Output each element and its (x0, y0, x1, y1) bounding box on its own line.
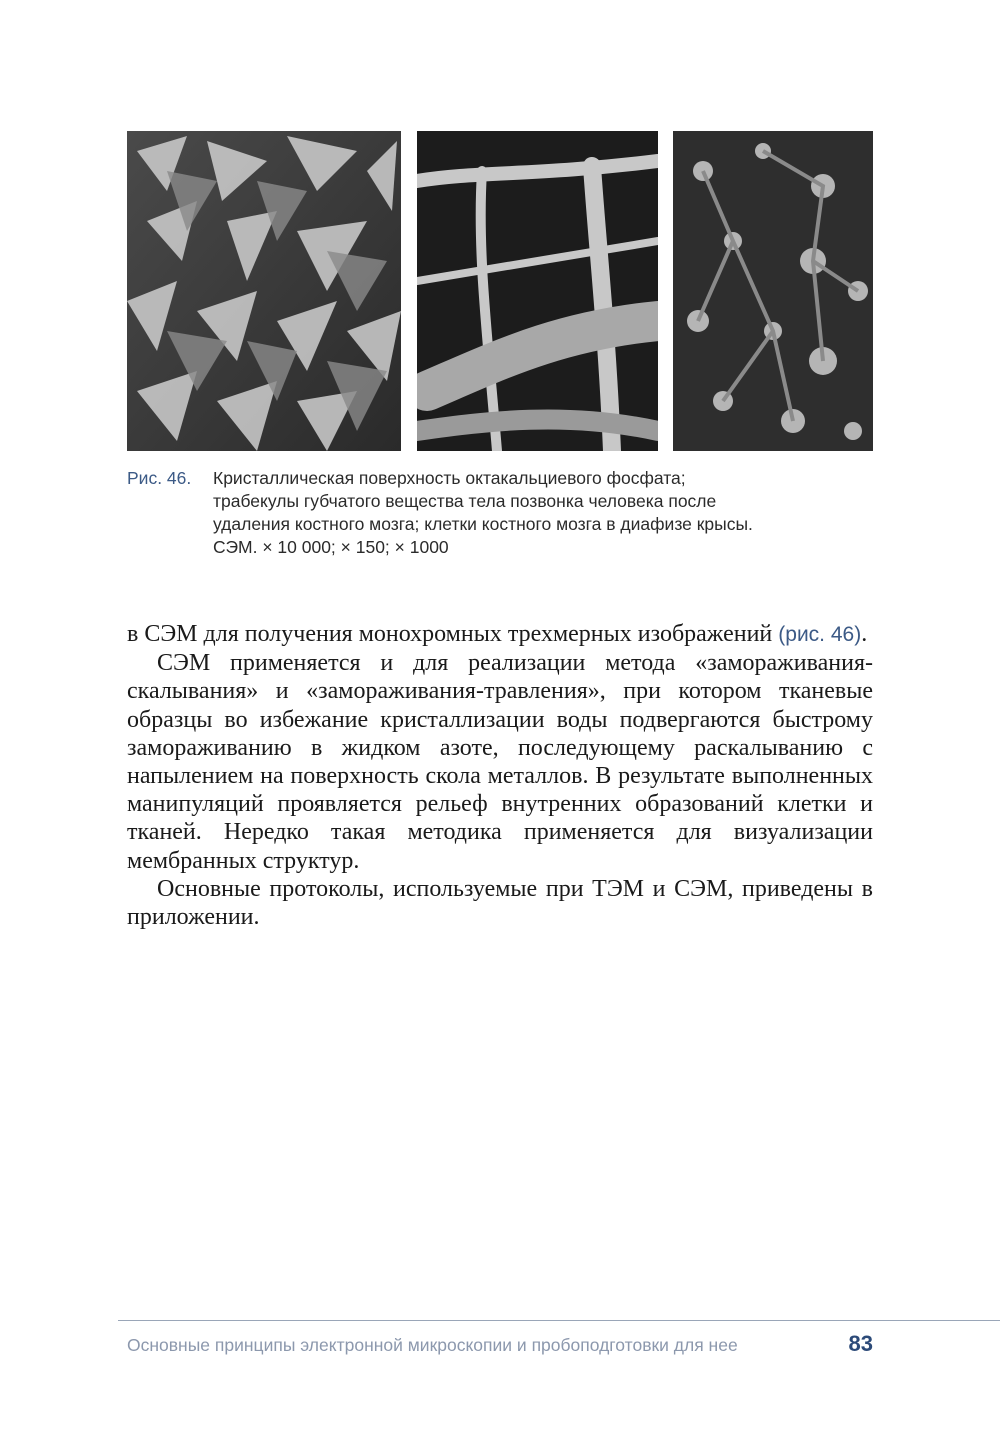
figure-46 (127, 131, 873, 451)
paragraph-text: в СЭМ для получения монохромных трехмерных изображений (127, 621, 779, 647)
caption-line: СЭМ. × 10 000; × 150; × 1000 (213, 537, 449, 557)
paragraph-end: . (861, 621, 868, 647)
body-text (127, 620, 873, 931)
paragraph (127, 620, 873, 649)
caption-line: Кристаллическая поверхность октакальциевого фосфата; (213, 468, 686, 488)
paragraph: Основные протоколы, используемые при ТЭМ и СЭМ, приведены в приложении. (127, 875, 873, 931)
caption-line: трабекулы губчатого вещества тела позвонка человека после (213, 491, 717, 511)
caption-line: удаления костного мозга; клетки костного мозга в диафизе крысы. (213, 514, 753, 534)
paragraph: СЭМ применяется и для реализации метода «замораживания-скалывания» и «замораживания-травления», при котором тканевые образцы во избежание кристаллизации воды подвергаются быстрому замораживанию в жидком азоте, последующему раскалыванию с напылением на поверхность скола металлов. В результате выполненных манипуляций проявляется рельеф внутренних образований клетки и тканей. Нередко такая методика применяется для визуализации мембранных структур. (127, 650, 873, 874)
running-footer-title: Основные принципы электронной микроскопии и пробоподготовки для нее (127, 1335, 738, 1355)
figure-reference-link[interactable]: (рис. 46) (778, 623, 862, 646)
sem-image-crystals (127, 131, 401, 451)
page-number: 83 (848, 1331, 873, 1356)
sem-image-trabeculae (417, 131, 658, 451)
figure-label: Рис. 46. (127, 468, 192, 488)
footer-divider (118, 1320, 1000, 1321)
caption-text (213, 467, 887, 559)
figure-caption (127, 467, 887, 559)
sem-image-marrow-cells (673, 131, 873, 451)
